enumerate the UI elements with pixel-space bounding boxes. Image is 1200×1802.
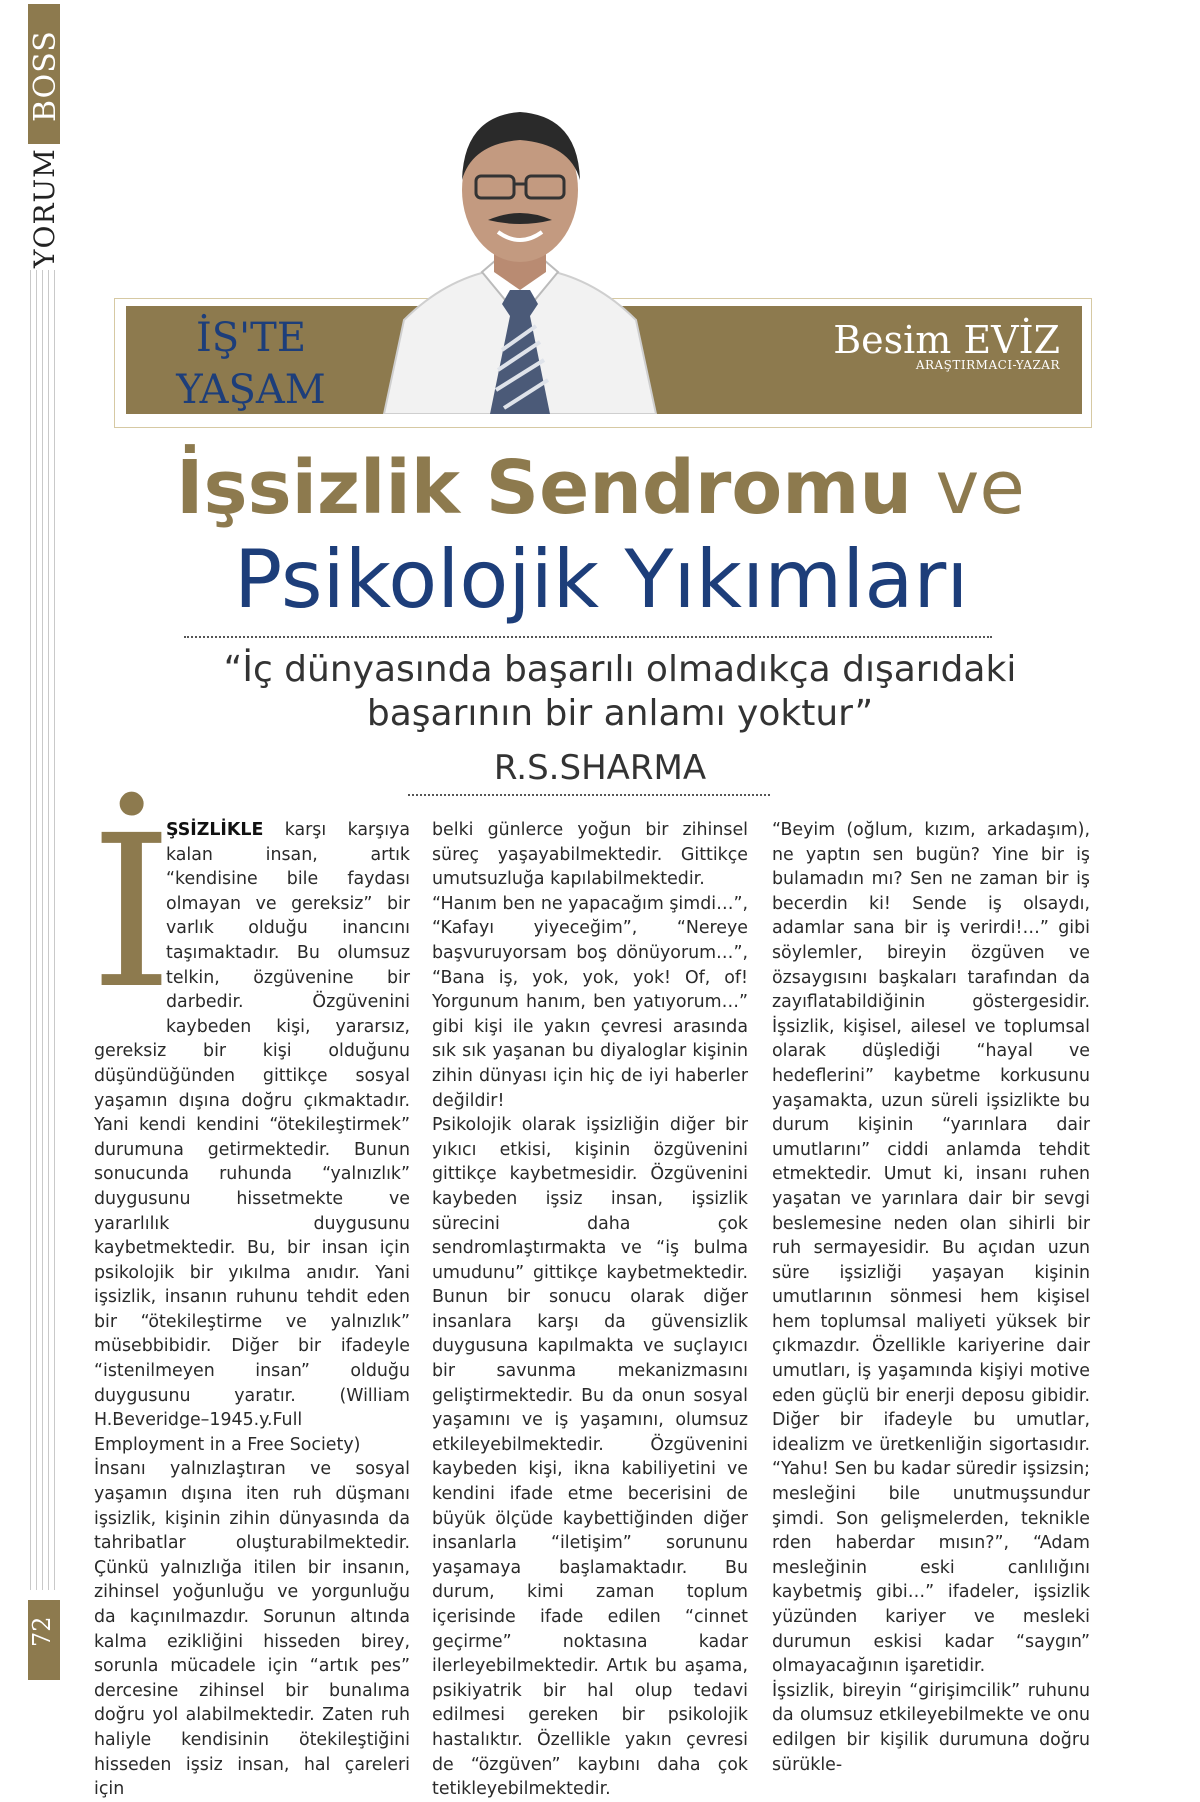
column-section-title (166, 312, 336, 416)
pull-quote: “İç dünyasında başarılı olmadıkça dışarıdaki başarının bir anlamı yoktur” (223, 649, 1017, 734)
paragraph-text: karşı karşıya kalan insan, artık “kendisine bile faydası olmayan ve gereksiz” bir varlık olduğu inancını taşımaktadır. Bu olumsuz telkin, özgüvenine bir darbedir. Özgüvenini kaybeden kişi, yararsız, gereksiz bir kişi olduğunu düşündüğünden gittikçe sosyal yaşamın dışına doğru çıkmaktadır. Yani kendi kendini “ötekileştirmek” durumuna getirmektedir. Bunun sonucunda ruhunda “yalnızlık” duygusunu hissetmekte ve yararlılık duygusunu kaybetmektedir. Bu, bir insan için psikolojik bir yıkılma anıdır. Yani işsizlik, insanın ruhunu tehdit eden bir “ötekileştirme ve yalnızlık” müsebbibidir. Diğer bir ifadeyle “istenilmeyen insan” olduğu duygusunu yaratır. (William H.Beveridge–1945.y.Full Employment in a Free Society) (94, 820, 410, 1455)
headline-line2: Psikolojik Yıkımları (234, 533, 969, 626)
dotted-divider (184, 636, 992, 638)
dotted-divider (408, 794, 770, 796)
article-paragraph (90, 790, 410, 1457)
section-title-line: YAŞAM (176, 367, 326, 413)
author-role: ARAŞTIRMACI-YAZAR (915, 358, 1060, 372)
headline-light: ve (912, 445, 1025, 531)
author-portrait (364, 90, 676, 414)
side-rule (48, 270, 49, 1590)
article-column-1 (90, 790, 410, 1802)
side-rule (36, 270, 37, 1590)
quote-author: R.S.SHARMA (493, 748, 707, 788)
side-rule (30, 270, 31, 1590)
brand-logo-text: BOSS (28, 30, 63, 122)
author-name: Besim EVİZ (833, 318, 1060, 362)
headline-line1 (176, 444, 1076, 532)
article-paragraph: Psikolojik olarak işsizliğin diğer bir yıkıcı etkisi, kişinin özgüvenini gittikçe kaybetmesidir. Özgüvenini kaybeden işsiz insan, işsizlik sürecini daha çok sendromlaştırmakta ve “iş bulma umudunu” gittikçe kaybetmektedir. Bunun bir sonucu olarak diğer insanlara karşı da güvensizlik duygusuna kapılmakta ve suçlayıcı bir savunma mekanizmasını geliştirmektedir. Bu da onun sosyal yaşamını ve iş yaşamını, olumsuz etkileyebilmektedir. Özgüvenini kaybeden kişi, ikna kabiliyetini ve kendini ifade etme becerisini de büyük ölçüde kaybettiğinden diğer insanlarla “iletişim” sorununu yaşamaya başlamaktadır. Bu durum, kimi zaman toplum içerisinde ifade edilen “cinnet geçirme” noktasına kadar ilerleyebilmektedir. Artık bu aşama, psikiyatrik bir hal olup tedavi edilmesi gereken bir psikolojik hastalıktır. Özellikle yakın çevresi de “özgüven” kaybını daha çok tetikleyebilmektedir. (432, 1115, 748, 1800)
page-number: 72 (28, 1616, 56, 1648)
headline-bold: İşsizlik Sendromu (176, 445, 913, 531)
section-title-line: İŞ'TE (195, 315, 307, 361)
drop-cap: İ (90, 790, 173, 1035)
article-paragraph: belki günlerce yoğun bir zihinsel süreç yaşayabilmektedir. Gittikçe umutsuzluğa kapılabilmektedir. (432, 820, 748, 890)
article-paragraph: İnsanı yalnızlaştıran ve sosyal yaşamın dışına iten ruh düşmanı işsizlik, kişinin zihin dünyasında da tahribatlar oluşturabilmektedir. Çünkü yalnızlığa itilen bir insanın, zihinsel yoğunluğu ve yorgunluğu da kaçınılmazdır. Sorunun altında kalma ezikliğini hisseden birey, sorunla mücadele için “artık pes” dercesine zihinsel bir bunalıma doğru yol alabilmektedir. Zaten ruh haliyle kendisinin ötekileştiğini hisseden işsiz insan, hal çareleri için (94, 1459, 410, 1800)
side-strip (0, 0, 62, 1680)
article-column-2 (432, 818, 748, 1802)
article-column-3 (772, 818, 1090, 1777)
article-paragraph: İşsizlik, bireyin “girişimcilik” ruhunu da olumsuz etkileyebilmekte ve onu edilgen bir kişilik durumuna doğru sürükle- (772, 1680, 1090, 1775)
section-label: YORUM (28, 148, 61, 268)
article-paragraph: “Beyim (oğlum, kızım, arkadaşım), ne yaptın sen bugün? Yine bir iş bulamadın mı? Sen ne zaman bir iş becerdin ki! Sende iş olsaydı, adamlar sana bir iş verirdi!…” gibi söylemler, bireyin özgüven ve özsaygısını başkaları tarafından da zayıflatabildiğinin göstergesidir. İşsizlik, kişisel, ailesel ve toplumsal olarak düşlediği “hayal ve hedeflerini” kaybetme korkusunu yaşamakta, uzun süreli işsizlikte bu durum kişinin “yarınlara dair umutlarını” ciddi anlamda tehdit etmektedir. Umut ki, insanı ruhen yaşatan ve yarınlara dair bir sevgi beslemesine neden olan sihirli bir ruh sermayesidir. Bu açıdan uzun süre işsizliği yaşayan kişinin umutlarının sönmesi hem kişisel hem toplumsal maliyeti yüksek bir çıkmazdır. Özellikle kariyerine dair umutları, iş yaşamında kişiyi motive eden güçlü bir enerji deposu gibidir. Diğer bir ifadeyle bu umutlar, idealizm ve üretkenliğin sigortasıdır. “Yahu! Sen bu kadar süredir işsizsin; mesleğini bile unutmuşsundur şimdi. Son gelişmelerden, teknikle rden haberdar mısın?”, “Adam mesleğinin eski canlılığını kaybetmiş gibi…” ifadeler, işsizlik yüzünden kariyer ve mesleki durumun eskisi kadar “saygın” olmayacağının işaretidir. (772, 820, 1090, 1677)
lead-word: ŞSİZLİKLE (166, 820, 264, 840)
article-paragraph: “Hanım ben ne yapacağım şimdi…”, “Kafayı yiyeceğim”, “Nereye başvuruyorsam boş dönüyorum…”, “Bana iş, yok, yok, yok! Of, of! Yorgunum hanım, ben yatıyorum…” gibi kişi ile yakın çevresi arasında sık sık yaşanan bu diyaloglar kişinin zihin dünyası için hiç de iyi haberler değildir! (432, 893, 748, 1111)
side-rule (42, 270, 43, 1590)
side-rule (54, 270, 55, 1590)
